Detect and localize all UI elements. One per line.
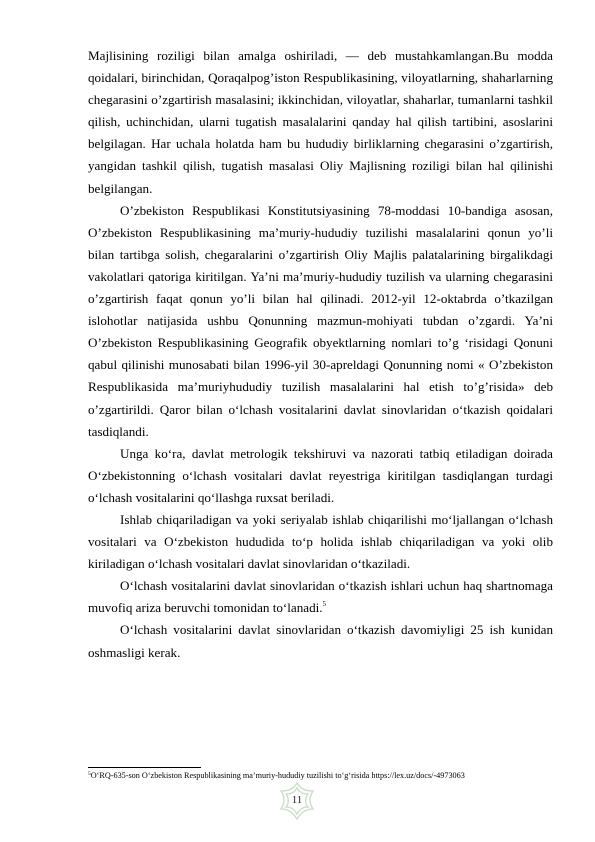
footnote-reference[interactable]: 5 xyxy=(322,600,327,609)
paragraph-2: O’zbekiston Respublikasi Konstitutsiyasining 78-moddasi 10-bandiga asosan, O’zbekiston Respublikasining ma’muriy-hududiy tuzilishi masalalarini qonun yo’li bilan tartibga solish, chegaralarini o’zgartirish Oliy Majlis palatalarining birgalikdagi vakolatlari qatoriga kiritilgan. Ya’ni ma’muriy-hududiy tuzilish va ularning chegarasini o’zgartirish faqat qonun yo’li bilan hal qilinadi. 2012-yil 12-oktabrda o’tkazilgan islohotlar natijasida ushbu Qonunning mazmun-mohiyati tubdan o’zgardi. Ya’ni O’zbekiston Respublikasining Geografik obyektlarning nomlari to’g ‘risidagi Qonuni qabul qilinishi munosabati bilan 1996-yil 30-apreldagi Qonunning nomi « O’zbekiston Respublikasida ma’muriyhududiy tuzilish masalalarini hal etish to’g’risida» deb o’zgartirildi. Qaror bilan o‘lchash vositalarini davlat sinovlaridan o‘tkazish qoidalari tasdiqlandi. xyxy=(88,202,553,439)
body-text xyxy=(88,45,553,664)
footnote-text: O‘RQ-635-son O‘zbekiston Respublikasining ma’muriy-hududiy tuzilishi to‘g‘risida https://lex.uz/docs/-4973063 xyxy=(90,771,465,780)
paragraph-3: Unga ko‘ra, davlat metrologik tekshiruvi va nazorati tatbiq etiladigan doirada O‘zbekistonning o‘lchash vositalari davlat reyestriga kiritilgan tasdiqlangan turdagi o‘lchash vositalarini qo‘llashga ruxsat beriladi. xyxy=(88,445,553,505)
footnote-marker: 5 xyxy=(88,771,91,777)
paragraph-6: O‘lchash vositalarini davlat sinovlaridan o‘tkazish davomiyligi 25 ish kunidan oshmasligi kerak. xyxy=(88,622,553,660)
footnote xyxy=(88,771,558,781)
paragraph-4: Ishlab chiqariladigan va yoki seriyalab ishlab chiqarilishi mo‘ljallangan o‘lchash vositalari va O‘zbekiston hududida to‘p holida ishlab chiqariladigan va yoki olib kiriladigan o‘lchash vositalari davlat sinovlaridan o‘tkaziladi. xyxy=(88,511,553,572)
paragraph-5 xyxy=(88,575,553,619)
footnote-separator xyxy=(88,767,201,768)
paragraph-5-text: O‘lchash vositalarini davlat sinovlaridan o‘tkazish ishlari uchun haq shartnomaga muvofiq ariza beruvchi tomonidan to‘lanadi. xyxy=(88,578,553,616)
page-number-badge xyxy=(275,779,319,823)
paragraph-1: Majlisining roziligi bilan amalga oshiriladi, — deb mustahkamlangan.Bu modda qoidalari, birinchidan, Qoraqalpog’iston Respublikasining, viloyatlarning, shaharlarning chegarasini o’zgartirish masalasini; ikkinchidan, viloyatlar, shaharlar, tumanlarni tashkil qilish, uchinchidan, ularni tugatish masalalarini qanday hal qilish tartibini, asoslarini belgilagan. Har uchala holatda ham bu hududiy birliklarning chegarasini o’zgartirish, yangidan tashkil qilish, tugatish masalasi Oliy Majlisning roziligi bilan hal qilinishi belgilangan. xyxy=(88,48,553,196)
page-number: 11 xyxy=(291,794,303,806)
